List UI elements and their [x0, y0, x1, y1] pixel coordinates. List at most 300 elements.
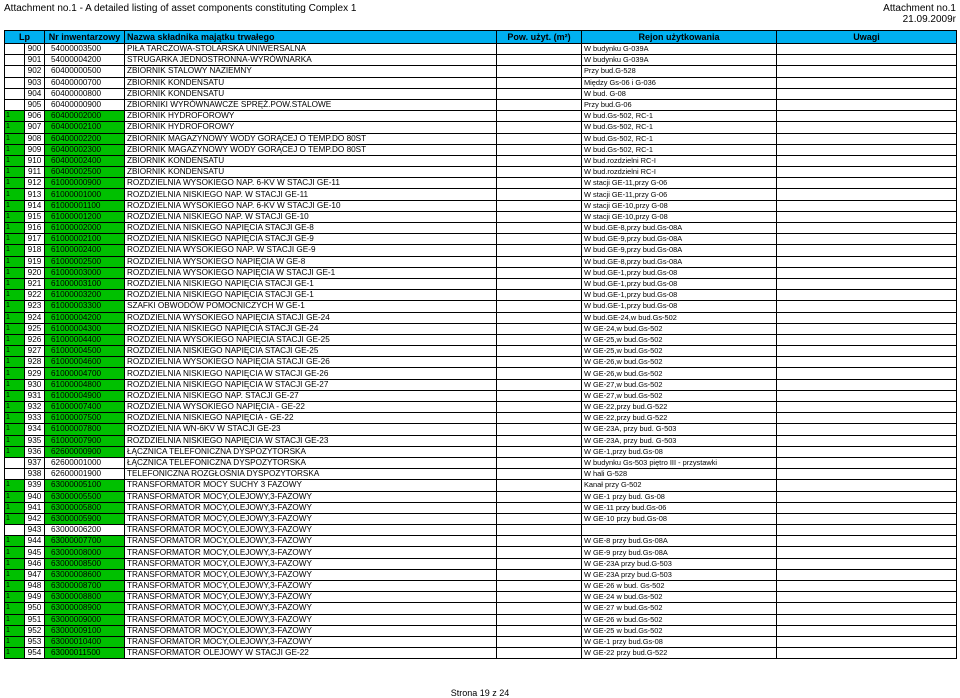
row-lp: 920	[25, 267, 45, 278]
row-inventory-number: 60400002000	[45, 111, 125, 122]
row-asset-name: TRANSFORMATOR MOCY SUCHY 3 FAZOWY	[125, 480, 497, 491]
row-notes	[777, 547, 957, 558]
row-inventory-number: 63000010400	[45, 636, 125, 647]
row-usable-area	[497, 569, 582, 580]
row-usage-region: W GE-11 przy bud.Gs-06	[582, 502, 777, 513]
row-marker: 1	[5, 480, 25, 491]
row-usage-region: W bud.GE-1,przy bud.Gs-08	[582, 267, 777, 278]
row-usage-region: W GE-27,w bud.Gs-502	[582, 379, 777, 390]
row-usage-region: W GE-1 przy bud. Gs-08	[582, 491, 777, 502]
row-lp: 942	[25, 513, 45, 524]
row-inventory-number: 60400002100	[45, 122, 125, 133]
row-usage-region: W stacji GE-10,przy G-08	[582, 211, 777, 222]
row-usable-area	[497, 178, 582, 189]
table-row	[5, 66, 957, 77]
row-marker: 1	[5, 547, 25, 558]
row-lp: 914	[25, 200, 45, 211]
row-notes	[777, 603, 957, 614]
row-asset-name: ZBIORNIK HYDROFOROWY	[125, 122, 497, 133]
row-marker: 1	[5, 133, 25, 144]
row-inventory-number: 63000008600	[45, 569, 125, 580]
row-usage-region: W GE-22,przy bud.G-522	[582, 413, 777, 424]
row-notes	[777, 133, 957, 144]
row-notes	[777, 413, 957, 424]
table-row	[5, 379, 957, 390]
row-inventory-number: 61000001000	[45, 189, 125, 200]
row-inventory-number: 60400002500	[45, 167, 125, 178]
table-row	[5, 323, 957, 334]
row-notes	[777, 334, 957, 345]
row-marker: 1	[5, 312, 25, 323]
row-marker: 1	[5, 446, 25, 457]
row-asset-name: ROZDZIELNIA NISKIEGO NAPIĘCIA - GE-22	[125, 413, 497, 424]
row-asset-name: ŁĄCZNICA TELEFONICZNA DYSPOZYTORSKA	[125, 457, 497, 468]
row-usable-area	[497, 636, 582, 647]
row-inventory-number: 61000004700	[45, 368, 125, 379]
row-usage-region: W GE-9 przy bud.Gs-08A	[582, 547, 777, 558]
row-marker: 1	[5, 211, 25, 222]
attachment-label: Attachment no.1	[883, 3, 956, 14]
row-notes	[777, 301, 957, 312]
row-lp: 941	[25, 502, 45, 513]
row-lp: 922	[25, 290, 45, 301]
row-asset-name: TRANSFORMATOR MOCY,OLEJOWY,3-FAZOWY	[125, 491, 497, 502]
row-asset-name: ROZDZIELNIA NISKIEGO NAPIĘCIA STACJI GE-1	[125, 290, 497, 301]
row-usage-region: W bud.rozdzielni RC-I	[582, 155, 777, 166]
row-asset-name: STRUGARKA JEDNOSTRONNA-WYRÓWNARKA	[125, 55, 497, 66]
row-usage-region: W GE-8 przy bud.Gs-08A	[582, 536, 777, 547]
row-inventory-number: 61000004300	[45, 323, 125, 334]
row-asset-name: ZBIORNIK STALOWY NAZIEMNY	[125, 66, 497, 77]
row-asset-name: ZBIORNIK KONDENSATU	[125, 88, 497, 99]
row-usable-area	[497, 424, 582, 435]
row-notes	[777, 379, 957, 390]
row-asset-name: ROZDZIELNIA WYSOKIEGO NAP. W STACJI GE-9	[125, 245, 497, 256]
row-marker: 1	[5, 334, 25, 345]
row-marker: 1	[5, 278, 25, 289]
table-row	[5, 99, 957, 110]
row-asset-name: PIŁA TARCZOWA-STOLARSKA UNIWERSALNA	[125, 44, 497, 55]
table-row	[5, 480, 957, 491]
row-usable-area	[497, 189, 582, 200]
row-lp: 917	[25, 234, 45, 245]
row-notes	[777, 446, 957, 457]
row-lp: 921	[25, 278, 45, 289]
row-usable-area	[497, 55, 582, 66]
table-row	[5, 178, 957, 189]
row-usable-area	[497, 379, 582, 390]
row-asset-name: TRANSFORMATOR MOCY,OLEJOWY,3-FAZOWY	[125, 525, 497, 536]
row-asset-name: TRANSFORMATOR MOCY,OLEJOWY,3-FAZOWY	[125, 558, 497, 569]
table-row	[5, 334, 957, 345]
row-notes	[777, 592, 957, 603]
row-marker: 1	[5, 379, 25, 390]
row-lp: 947	[25, 569, 45, 580]
header-inventory-number: Nr inwentarzowy	[45, 31, 125, 44]
row-inventory-number: 60400000800	[45, 88, 125, 99]
row-asset-name: ROZDZIELNIA WYSOKIEGO NAPIĘCIA - GE-22	[125, 402, 497, 413]
row-inventory-number: 60400002400	[45, 155, 125, 166]
row-usage-region: W bud.GE-9,przy bud.Gs-08A	[582, 234, 777, 245]
row-usage-region: W GE-27 w bud.Gs-502	[582, 603, 777, 614]
row-marker: 1	[5, 144, 25, 155]
row-usage-region: W GE-26 w bud. Gs-502	[582, 581, 777, 592]
header-usable-area: Pow. użyt. (m²)	[497, 31, 582, 44]
row-lp: 906	[25, 111, 45, 122]
row-lp: 931	[25, 390, 45, 401]
row-notes	[777, 223, 957, 234]
row-usage-region: W GE-25 w bud.Gs-502	[582, 625, 777, 636]
row-notes	[777, 614, 957, 625]
row-usable-area	[497, 592, 582, 603]
table-row	[5, 435, 957, 446]
row-usage-region: W GE-26,w bud.Gs-502	[582, 368, 777, 379]
row-inventory-number: 61000001200	[45, 211, 125, 222]
row-marker: 1	[5, 502, 25, 513]
row-inventory-number: 62600001900	[45, 469, 125, 480]
table-row	[5, 558, 957, 569]
row-inventory-number: 54000004200	[45, 55, 125, 66]
row-notes	[777, 55, 957, 66]
row-marker: 1	[5, 178, 25, 189]
row-lp: 946	[25, 558, 45, 569]
row-marker: 1	[5, 346, 25, 357]
row-notes	[777, 111, 957, 122]
table-row	[5, 267, 957, 278]
row-usage-region: W bud. G-08	[582, 88, 777, 99]
row-notes	[777, 424, 957, 435]
row-inventory-number: 63000008700	[45, 581, 125, 592]
row-lp: 926	[25, 334, 45, 345]
row-usable-area	[497, 312, 582, 323]
table-row	[5, 167, 957, 178]
row-inventory-number: 61000002500	[45, 256, 125, 267]
row-usage-region: W budynku Gs-503 piętro III - przystawki	[582, 457, 777, 468]
table-row	[5, 155, 957, 166]
header-notes: Uwagi	[777, 31, 957, 44]
row-usable-area	[497, 547, 582, 558]
row-marker: 1	[5, 491, 25, 502]
row-asset-name: SZAFKI OBWODÓW POMOCNICZYCH W GE-1	[125, 301, 497, 312]
table-row	[5, 536, 957, 547]
row-asset-name: ROZDZIELNIA WYSOKIEGO NAPIĘCIA W STACJI GE-1	[125, 267, 497, 278]
row-usage-region	[582, 525, 777, 536]
row-usable-area	[497, 513, 582, 524]
row-notes	[777, 267, 957, 278]
table-row	[5, 55, 957, 66]
row-usable-area	[497, 88, 582, 99]
table-row	[5, 491, 957, 502]
row-marker: 1	[5, 256, 25, 267]
row-usable-area	[497, 301, 582, 312]
row-inventory-number: 63000005800	[45, 502, 125, 513]
row-usage-region: W GE-1,przy bud.Gs-08	[582, 446, 777, 457]
row-asset-name: ROZDZIELNIA NISKIEGO NAPIĘCIA STACJI GE-24	[125, 323, 497, 334]
row-lp: 929	[25, 368, 45, 379]
row-lp: 909	[25, 144, 45, 155]
row-notes	[777, 569, 957, 580]
row-marker: 1	[5, 402, 25, 413]
row-asset-name: ROZDZIELNIA NISKIEGO NAPIĘCIA STACJI GE-1	[125, 278, 497, 289]
row-lp: 901	[25, 55, 45, 66]
row-marker: 1	[5, 614, 25, 625]
row-lp: 948	[25, 581, 45, 592]
row-usage-region: W GE-23A przy bud.G-503	[582, 558, 777, 569]
row-inventory-number: 60400000700	[45, 77, 125, 88]
row-asset-name: ROZDZIELNIA WYSOKIEGO NAP. 6-KV W STACJI GE-10	[125, 200, 497, 211]
row-asset-name: TRANSFORMATOR MOCY,OLEJOWY,3-FAZOWY	[125, 513, 497, 524]
row-inventory-number: 61000000900	[45, 178, 125, 189]
row-asset-name: TRANSFORMATOR MOCY,OLEJOWY,3-FAZOWY	[125, 581, 497, 592]
row-marker	[5, 469, 25, 480]
table-row	[5, 513, 957, 524]
row-usage-region: W GE-27,w bud.Gs-502	[582, 390, 777, 401]
row-lp: 916	[25, 223, 45, 234]
table-row	[5, 88, 957, 99]
table-row	[5, 122, 957, 133]
row-asset-name: ZBIORNIK MAGAZYNOWY WODY GORĄCEJ O TEMP.DO 80ST	[125, 133, 497, 144]
row-usage-region: W GE-10 przy bud.Gs-08	[582, 513, 777, 524]
row-notes	[777, 525, 957, 536]
row-lp: 905	[25, 99, 45, 110]
row-lp: 939	[25, 480, 45, 491]
table-row	[5, 234, 957, 245]
row-lp: 937	[25, 457, 45, 468]
row-inventory-number: 61000002400	[45, 245, 125, 256]
row-lp: 954	[25, 648, 45, 659]
row-asset-name: ROZDZIELNIA NISKIEGO NAP. STACJI GE-27	[125, 390, 497, 401]
table-row	[5, 111, 957, 122]
table-row	[5, 133, 957, 144]
header-asset-name: Nazwa składnika majątku trwałego	[125, 31, 497, 44]
table-row	[5, 446, 957, 457]
row-asset-name: TRANSFORMATOR MOCY,OLEJOWY,3-FAZOWY	[125, 536, 497, 547]
table-row	[5, 256, 957, 267]
table-row	[5, 368, 957, 379]
row-inventory-number: 61000004900	[45, 390, 125, 401]
row-marker: 1	[5, 122, 25, 133]
row-usage-region: W bud.GE-1,przy bud.Gs-08	[582, 301, 777, 312]
row-marker: 1	[5, 290, 25, 301]
row-lp: 927	[25, 346, 45, 357]
row-inventory-number: 61000004600	[45, 357, 125, 368]
row-usable-area	[497, 648, 582, 659]
row-inventory-number: 63000007700	[45, 536, 125, 547]
table-row	[5, 525, 957, 536]
row-inventory-number: 61000004500	[45, 346, 125, 357]
row-marker: 1	[5, 167, 25, 178]
row-usable-area	[497, 603, 582, 614]
row-usage-region: W budynku G-039A	[582, 55, 777, 66]
row-inventory-number: 63000009000	[45, 614, 125, 625]
row-notes	[777, 581, 957, 592]
row-inventory-number: 61000003100	[45, 278, 125, 289]
row-usage-region: W GE-22 przy bud.G-522	[582, 648, 777, 659]
row-notes	[777, 558, 957, 569]
row-usable-area	[497, 480, 582, 491]
row-asset-name: TRANSFORMATOR MOCY,OLEJOWY,3-FAZOWY	[125, 625, 497, 636]
row-usable-area	[497, 211, 582, 222]
row-lp: 907	[25, 122, 45, 133]
row-usage-region: W GE-23A, przy bud. G-503	[582, 435, 777, 446]
table-row	[5, 581, 957, 592]
row-notes	[777, 278, 957, 289]
row-marker: 1	[5, 223, 25, 234]
row-marker: 1	[5, 357, 25, 368]
row-notes	[777, 290, 957, 301]
row-notes	[777, 469, 957, 480]
row-notes	[777, 234, 957, 245]
row-lp: 904	[25, 88, 45, 99]
table-row	[5, 413, 957, 424]
row-usage-region: Kanał przy G-502	[582, 480, 777, 491]
row-marker: 1	[5, 569, 25, 580]
table-row	[5, 469, 957, 480]
row-usage-region: W GE-24,w bud.Gs-502	[582, 323, 777, 334]
row-lp: 949	[25, 592, 45, 603]
table-row	[5, 301, 957, 312]
row-usage-region: W hali G-528	[582, 469, 777, 480]
row-marker: 1	[5, 323, 25, 334]
row-notes	[777, 491, 957, 502]
document-title: Attachment no.1 - A detailed listing of asset components constituting Complex 1	[4, 3, 357, 14]
table-row	[5, 144, 957, 155]
table-row	[5, 245, 957, 256]
row-asset-name: ROZDZIELNIA NISKIEGO NAP. W STACJI GE-11	[125, 189, 497, 200]
table-row	[5, 390, 957, 401]
row-usable-area	[497, 491, 582, 502]
row-usable-area	[497, 581, 582, 592]
row-inventory-number: 63000008800	[45, 592, 125, 603]
row-asset-name: TRANSFORMATOR MOCY,OLEJOWY,3-FAZOWY	[125, 603, 497, 614]
row-asset-name: ROZDZIELNIA NISKIEGO NAPIĘCIA STACJI GE-9	[125, 234, 497, 245]
row-marker: 1	[5, 648, 25, 659]
row-usage-region: W GE-23A, przy bud. G-503	[582, 424, 777, 435]
row-lp: 903	[25, 77, 45, 88]
row-notes	[777, 323, 957, 334]
row-marker	[5, 44, 25, 55]
row-usable-area	[497, 245, 582, 256]
row-usage-region: Między Gs-06 i G-036	[582, 77, 777, 88]
row-lp: 902	[25, 66, 45, 77]
row-usable-area	[497, 99, 582, 110]
row-notes	[777, 155, 957, 166]
row-lp: 953	[25, 636, 45, 647]
row-asset-name: TRANSFORMATOR MOCY,OLEJOWY,3-FAZOWY	[125, 547, 497, 558]
row-marker	[5, 525, 25, 536]
row-lp: 938	[25, 469, 45, 480]
document-header-right	[883, 3, 956, 25]
row-asset-name: ROZDZIELNIA WYSOKIEGO NAP. 6-KV W STACJI GE-11	[125, 178, 497, 189]
row-asset-name: TRANSFORMATOR OLEJOWY W STACJI GE-22	[125, 648, 497, 659]
table-row	[5, 424, 957, 435]
row-lp: 913	[25, 189, 45, 200]
row-usable-area	[497, 525, 582, 536]
row-marker	[5, 99, 25, 110]
row-notes	[777, 536, 957, 547]
row-usage-region: W GE-25,w bud.Gs-502	[582, 334, 777, 345]
row-notes	[777, 502, 957, 513]
row-inventory-number: 63000005100	[45, 480, 125, 491]
row-inventory-number: 61000002100	[45, 234, 125, 245]
row-usable-area	[497, 446, 582, 457]
table-row	[5, 603, 957, 614]
row-usage-region: W GE-24 w bud.Gs-502	[582, 592, 777, 603]
row-lp: 943	[25, 525, 45, 536]
row-marker: 1	[5, 200, 25, 211]
row-usage-region: W bud.GE-8,przy bud.Gs-08A	[582, 223, 777, 234]
row-usable-area	[497, 133, 582, 144]
row-notes	[777, 435, 957, 446]
row-usage-region: W bud.GE-1,przy bud.Gs-08	[582, 290, 777, 301]
table-row	[5, 592, 957, 603]
row-lp: 918	[25, 245, 45, 256]
row-inventory-number: 54000003500	[45, 44, 125, 55]
row-asset-name: ROZDZIELNIA WYSOKIEGO NAPIĘCIA STACJI GE-25	[125, 334, 497, 345]
row-usage-region: W stacji GE-11,przy G-06	[582, 189, 777, 200]
table-row	[5, 547, 957, 558]
row-notes	[777, 99, 957, 110]
row-inventory-number: 61000004800	[45, 379, 125, 390]
row-usage-region: W bud.Gs-502, RC-1	[582, 122, 777, 133]
row-marker: 1	[5, 267, 25, 278]
row-marker: 1	[5, 435, 25, 446]
table-row	[5, 502, 957, 513]
row-lp: 900	[25, 44, 45, 55]
row-lp: 910	[25, 155, 45, 166]
row-inventory-number: 60400002300	[45, 144, 125, 155]
header-lp: Lp	[5, 31, 45, 44]
row-lp: 944	[25, 536, 45, 547]
row-inventory-number: 61000003300	[45, 301, 125, 312]
row-asset-name: ROZDZIELNIA NISKIEGO NAP. W STACJI GE-10	[125, 211, 497, 222]
table-row	[5, 346, 957, 357]
row-marker: 1	[5, 301, 25, 312]
row-marker: 1	[5, 390, 25, 401]
row-usage-region: W stacji GE-11,przy G-06	[582, 178, 777, 189]
row-usable-area	[497, 122, 582, 133]
row-marker: 1	[5, 413, 25, 424]
row-asset-name: ZBIORNIK HYDROFOROWY	[125, 111, 497, 122]
row-inventory-number: 63000011500	[45, 648, 125, 659]
row-lp: 908	[25, 133, 45, 144]
table-row	[5, 44, 957, 55]
row-inventory-number: 61000003200	[45, 290, 125, 301]
row-usage-region: W GE-25,w bud.Gs-502	[582, 346, 777, 357]
table-row	[5, 357, 957, 368]
row-inventory-number: 61000007500	[45, 413, 125, 424]
row-asset-name: ZBIORNIKI WYRÓWNAWCZE SPRĘŻ.POW.STALOWE	[125, 99, 497, 110]
row-usable-area	[497, 614, 582, 625]
row-notes	[777, 122, 957, 133]
row-usage-region: W bud.GE-8,przy bud.Gs-08A	[582, 256, 777, 267]
row-inventory-number: 60400002200	[45, 133, 125, 144]
row-lp: 934	[25, 424, 45, 435]
row-usable-area	[497, 155, 582, 166]
row-usable-area	[497, 435, 582, 446]
row-marker: 1	[5, 111, 25, 122]
row-marker	[5, 55, 25, 66]
row-notes	[777, 178, 957, 189]
row-lp: 936	[25, 446, 45, 457]
row-notes	[777, 167, 957, 178]
row-notes	[777, 402, 957, 413]
row-usage-region: W stacji GE-10,przy G-08	[582, 200, 777, 211]
row-usage-region: W bud.GE-9,przy bud.Gs-08A	[582, 245, 777, 256]
asset-table	[4, 30, 957, 659]
row-notes	[777, 390, 957, 401]
row-notes	[777, 636, 957, 647]
